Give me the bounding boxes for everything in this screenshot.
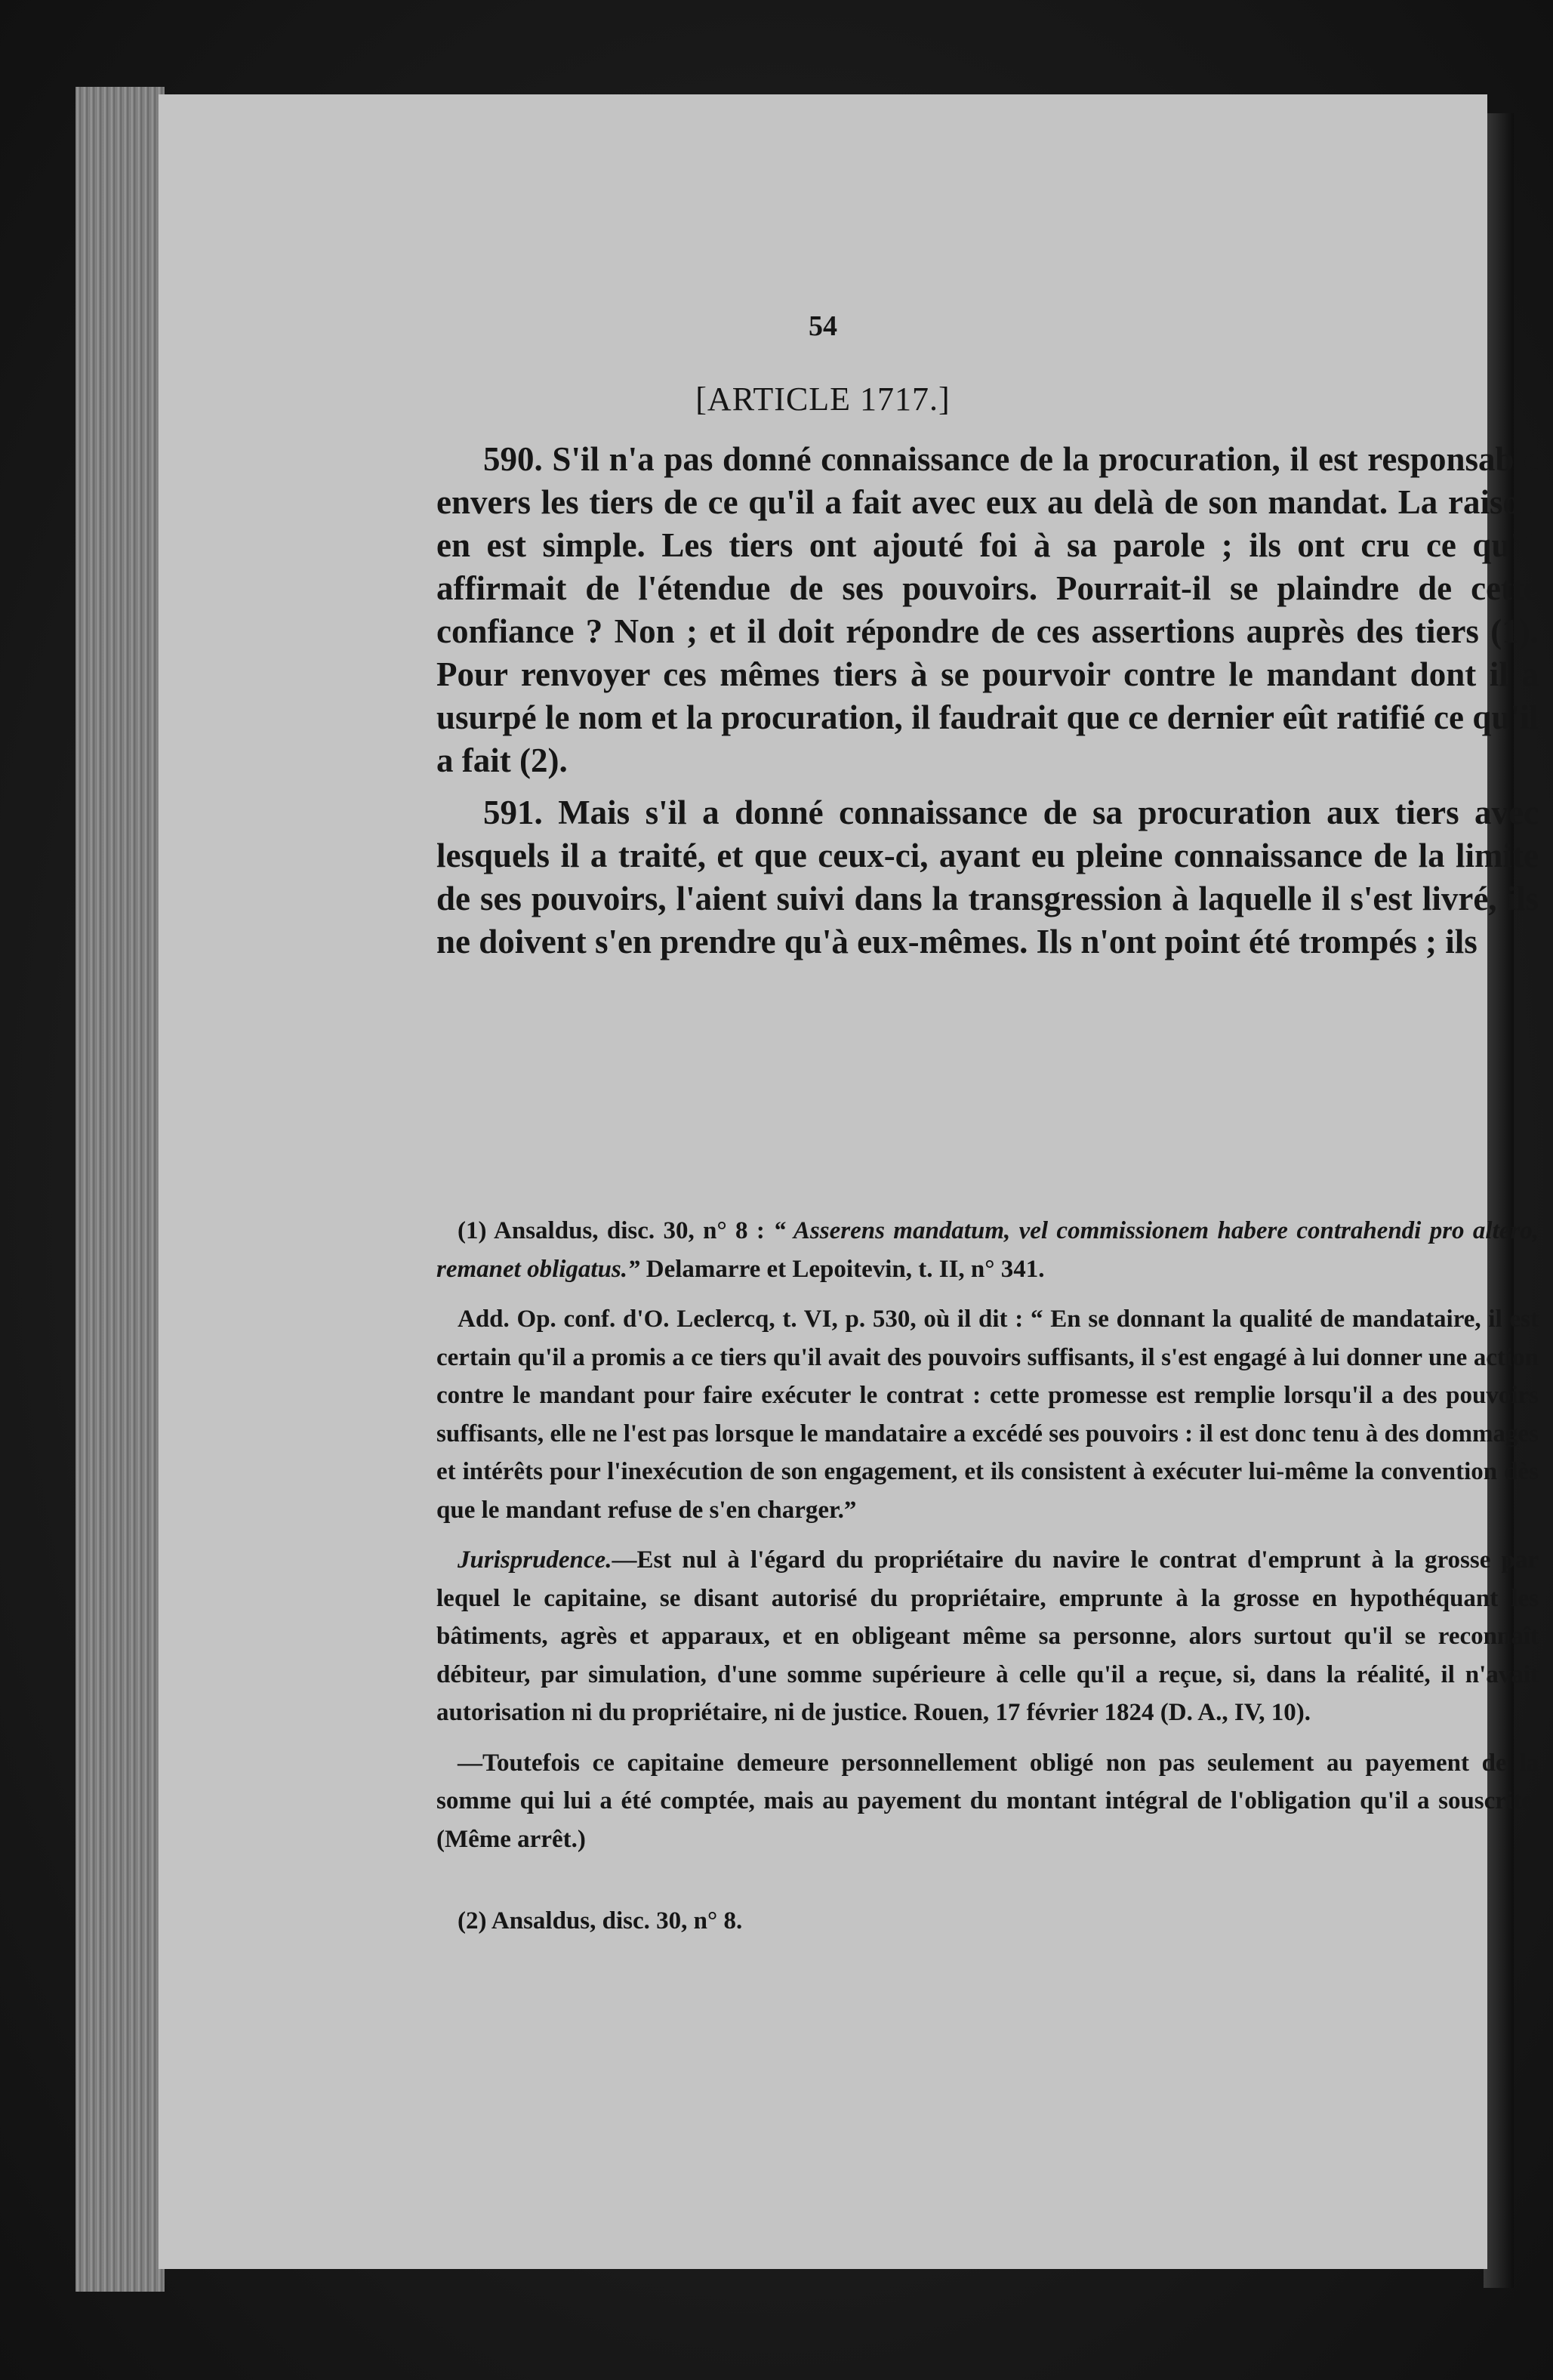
footnote-jurisprudence xyxy=(436,1541,1539,1732)
footnote-1-quote: “ Asserens mandatum, vel commissionem habere contrahendi pro altero, remanet obligatus.” xyxy=(436,1217,1539,1283)
footnote-addition: Add. Op. conf. d'O. Leclercq, t. VI, p. 530, où il dit : “ En se donnant la qualité de mandataire, il est certain qu'il a promis a ce tiers qu'il avait des pouvoirs suffisants, il s'est engagé à lui donner une action contre le mandant pour faire exécuter le contrat : cette promesse est remplie lorsqu'il a des pouvoirs suffisants, elle ne l'est pas lorsque le mandataire a excédé ses pouvoirs : il est donc tenu à des dommages et intérêts pour l'inexécution de son engagement, et ils consistent à exécuter lui-même la convention dès que le mandant refuse de s'en charger.” xyxy=(436,1306,1539,1524)
main-text xyxy=(436,438,1539,973)
footnote-toutefois: —Toutefois ce capitaine demeure personnellement obligé non pas seulement au payement de la somme qui lui a été comptée, mais au payement du montant intégral de l'obligation qu'il a souscrite. (Même arrêt.) xyxy=(436,1749,1539,1853)
paragraph-590: 590. S'il n'a pas donné connaissance de la procuration, il est responsable envers les tiers de ce qu'il a fait avec eux au delà de son mandat. La raison en est simple. Les tiers ont ajouté foi à sa parole ; ils ont cru ce qu'il affirmait de l'étendue de ses pouvoirs. Pourrait-il se plaindre de cette confiance ? Non ; et il doit répondre de ces assertions auprès des tiers (1). Pour renvoyer ces mêmes tiers à se pourvoir contre le mandant dont il a usurpé le nom et la procuration, il faudrait que ce dernier eût ratifié ce qu'il a fait (2). xyxy=(436,440,1539,779)
jurisprudence-label: Jurisprudence. xyxy=(458,1546,612,1574)
footnotes xyxy=(436,1212,1539,1941)
article-heading: [ARTICLE 1717.] xyxy=(695,381,951,418)
footnote-1 xyxy=(436,1212,1539,1288)
page-number: 54 xyxy=(809,310,837,342)
footnote-2: (2) Ansaldus, disc. 30, n° 8. xyxy=(458,1907,743,1935)
book-page-edges xyxy=(75,87,165,2292)
paragraph-591: 591. Mais s'il a donné connaissance de sa procuration aux tiers avec lesquels il a traité, et que ceux-ci, ayant eu pleine connaissance de la limite de ses pouvoirs, l'aient suivi dans la transgression à laquelle il s'est livré, ils ne doivent s'en prendre qu'à eux-mêmes. Ils n'ont point été trompés ; ils xyxy=(436,794,1539,960)
jurisprudence-text: —Est nul à l'égard du propriétaire du navire le contrat d'emprunt à la grosse par lequel le capitaine, se disant autorisé du propriétaire, emprunte à la grosse en hypothéquant les bâtiments, agrès et apparaux, et en obligeant même sa personne, alors surtout qu'il se reconnaît débiteur, par simulation, d'une somme supérieure à celle qu'il a reçue, si, dans la réalité, il n'avait autorisation ni du propriétaire, ni de justice. Rouen, 17 février 1824 (D. A., IV, 10). xyxy=(436,1546,1539,1726)
footnote-1-prefix: (1) Ansaldus, disc. 30, n° 8 : xyxy=(458,1217,774,1244)
book-page xyxy=(159,94,1539,2269)
footnote-1-suffix: Delamarre et Lepoitevin, t. II, n° 341. xyxy=(639,1255,1045,1283)
